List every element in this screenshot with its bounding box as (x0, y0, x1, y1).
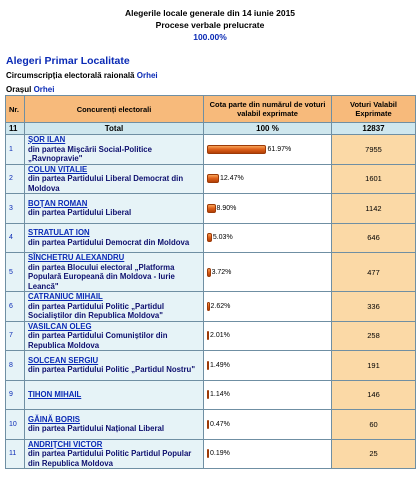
share-cell (204, 351, 332, 381)
share-bar (207, 302, 210, 311)
district-line (6, 70, 420, 81)
total-label: Total (25, 123, 204, 135)
table-row (6, 410, 416, 440)
candidate-party: din partea Blocului electoral „Platforma Populară Europeană din Moldova - Iurie Leancă" (28, 262, 175, 291)
share-bar (207, 204, 216, 213)
candidate-party: din partea Mișcării Social-Politice „Ravnopravie" (28, 144, 152, 163)
votes-cell: 146 (332, 380, 416, 410)
share-cell (204, 292, 332, 322)
candidate-party: din partea Partidului Politic Partidul Popular din Republica Moldova (28, 449, 192, 468)
share-bar (207, 268, 211, 277)
candidate-name-link[interactable]: SOLCEAN SERGIU (28, 355, 99, 365)
share-percent: 0.19% (210, 450, 230, 458)
share-cell (204, 410, 332, 440)
total-row (6, 123, 416, 135)
row-nr: 6 (6, 292, 25, 322)
share-bar (207, 420, 209, 429)
table-row (6, 380, 416, 410)
candidate-cell (25, 253, 204, 292)
share-bar (207, 331, 209, 340)
table-row (6, 223, 416, 253)
candidate-party: din partea Partidului Politic „Partidul Nostru" (28, 365, 196, 375)
votes-cell: 191 (332, 351, 416, 381)
share-cell (204, 223, 332, 253)
row-nr: 1 (6, 135, 25, 165)
candidate-name-link[interactable]: CATRANIUC MIHAIL (28, 292, 103, 301)
share-bar-wrap (207, 204, 331, 213)
row-nr: 7 (6, 321, 25, 351)
share-percent: 3.72% (211, 268, 232, 276)
page-header (0, 7, 420, 43)
share-percent: 61.97% (267, 145, 292, 153)
share-cell (204, 253, 332, 292)
row-nr: 10 (6, 410, 25, 440)
processed-label: Procese verbale prelucrate (155, 20, 265, 30)
results-table (5, 95, 416, 469)
share-percent: 5.03% (212, 234, 233, 242)
share-percent: 12.47% (219, 175, 244, 183)
share-bar-wrap (207, 233, 331, 242)
candidate-cell (25, 410, 204, 440)
candidate-name-link[interactable]: TIHON MIHAIL (28, 390, 82, 399)
votes-cell: 646 (332, 223, 416, 253)
votes-cell: 336 (332, 292, 416, 322)
city-link[interactable]: Orhei (33, 85, 55, 94)
share-bar-wrap (207, 361, 331, 370)
votes-cell: 60 (332, 410, 416, 440)
share-percent: 1.49% (210, 361, 230, 369)
candidate-name-link[interactable]: VASILCAN OLEG (28, 321, 92, 331)
city-line (6, 84, 420, 95)
share-percent: 0.47% (210, 420, 230, 428)
candidate-party: din partea Partidului Comuniștilor din Republica Moldova (28, 331, 168, 350)
votes-cell: 1142 (332, 194, 416, 224)
candidate-name-link[interactable]: ANDRIȚCHI VICTOR (28, 439, 103, 449)
election-title: Alegerile locale generale din 14 iunie 2015 (124, 8, 296, 18)
table-row (6, 321, 416, 351)
district-label: Circumscripția electorală raională (6, 71, 135, 80)
share-cell (204, 135, 332, 165)
votes-cell: 7955 (332, 135, 416, 165)
share-bar (207, 390, 209, 399)
votes-cell: 258 (332, 321, 416, 351)
table-row (6, 351, 416, 381)
share-percent: 8.90% (216, 204, 237, 212)
candidate-party: din partea Partidului Politic „Partidul Socialiștilor din Republica Moldova" (28, 301, 165, 320)
share-cell (204, 164, 332, 194)
row-nr: 4 (6, 223, 25, 253)
votes-cell: 477 (332, 253, 416, 292)
share-bar (207, 174, 219, 183)
row-nr: 8 (6, 351, 25, 381)
candidate-cell (25, 380, 204, 410)
share-bar-wrap (207, 174, 331, 183)
row-nr: 5 (6, 253, 25, 292)
candidate-cell (25, 351, 204, 381)
share-bar-wrap (207, 449, 331, 458)
candidate-cell (25, 321, 204, 351)
candidate-cell (25, 164, 204, 194)
total-nr: 11 (6, 123, 25, 135)
candidate-party: din partea Partidului Național Liberal (28, 424, 165, 434)
table-header-row (6, 96, 416, 123)
share-bar-wrap (207, 420, 331, 429)
share-bar-wrap (207, 302, 331, 311)
row-nr: 9 (6, 380, 25, 410)
votes-cell: 25 (332, 439, 416, 469)
candidate-name-link[interactable]: GĂINĂ BORIS (28, 414, 80, 424)
share-bar (207, 233, 212, 242)
row-nr: 2 (6, 164, 25, 194)
candidate-cell (25, 292, 204, 322)
section-title: Alegeri Primar Localitate (6, 55, 130, 67)
candidate-name-link[interactable]: ȘOR ILAN (28, 135, 66, 144)
processed-percent: 100.00% (193, 32, 227, 42)
table-row (6, 164, 416, 194)
table-row (6, 439, 416, 469)
table-row (6, 194, 416, 224)
share-bar-wrap (207, 390, 331, 399)
col-header-candidates: Concurenți electorali (25, 96, 204, 123)
candidate-name-link[interactable]: SÎNCHETRU ALEXANDRU (28, 253, 125, 262)
candidate-cell (25, 135, 204, 165)
total-percent: 100 % (204, 123, 332, 135)
table-row (6, 135, 416, 165)
row-nr: 11 (6, 439, 25, 469)
row-nr: 3 (6, 194, 25, 224)
table-row (6, 253, 416, 292)
col-header-votes: Voturi Valabil Exprimate (332, 96, 416, 123)
share-bar (207, 361, 209, 370)
share-percent: 2.62% (210, 302, 231, 310)
candidate-name-link[interactable]: STRATULAT ION (28, 228, 90, 238)
city-label: Orașul (6, 85, 32, 94)
total-votes: 12837 (332, 123, 416, 135)
votes-cell: 1601 (332, 164, 416, 194)
candidate-party: din partea Partidului Liberal (28, 208, 132, 218)
share-cell (204, 321, 332, 351)
candidate-cell (25, 194, 204, 224)
share-percent: 1.14% (210, 391, 230, 399)
table-row (6, 292, 416, 322)
share-bar (207, 449, 209, 458)
candidate-cell (25, 439, 204, 469)
share-bar-wrap (207, 331, 331, 340)
candidate-party: din partea Partidului Democrat din Moldova (28, 237, 190, 247)
col-header-nr: Nr. (6, 96, 25, 123)
candidate-party: din partea Partidului Liberal Democrat din Moldova (28, 174, 184, 193)
share-bar-wrap (207, 268, 331, 277)
share-percent: 2.01% (210, 332, 230, 340)
share-bar-wrap (207, 145, 331, 154)
district-link[interactable]: Orhei (136, 71, 158, 80)
candidate-name-link[interactable]: COLUN VITALIE (28, 164, 88, 174)
share-bar (207, 145, 266, 154)
candidate-cell (25, 223, 204, 253)
candidate-name-link[interactable]: BOȚAN ROMAN (28, 198, 88, 208)
share-cell (204, 439, 332, 469)
share-cell (204, 194, 332, 224)
share-cell (204, 380, 332, 410)
col-header-share: Cota parte din numărul de voturi valabil exprimate (204, 96, 332, 123)
